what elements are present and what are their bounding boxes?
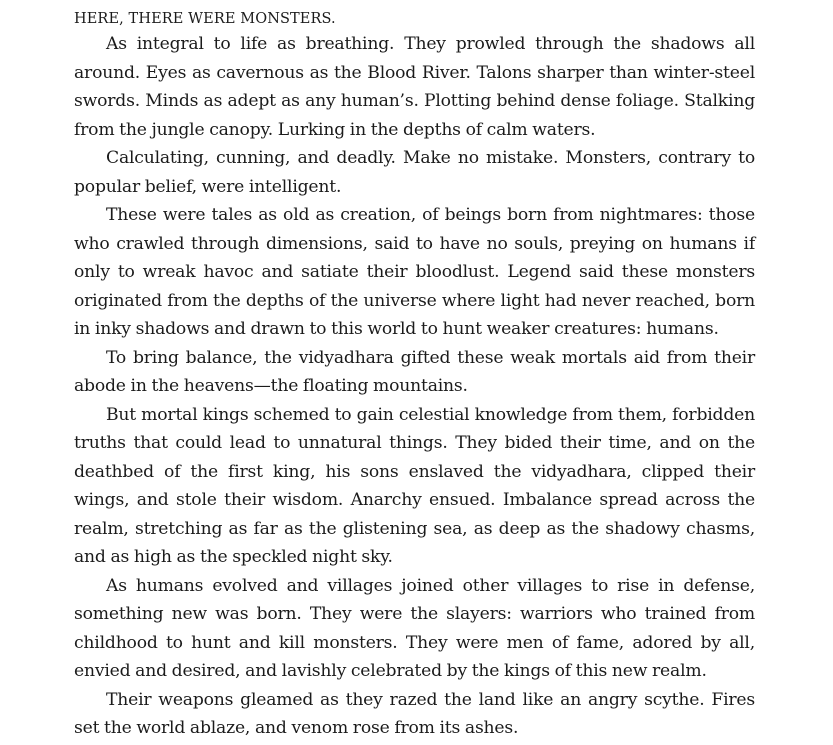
- paragraph: To bring balance, the vidyadhara gifted these weak mortals aid from their abode in the heavens—the floating mountains.: [74, 347, 755, 396]
- paragraph: These were tales as old as creation, of beings born from nightmares: those who crawled through dimensions, said to have no souls, preying on humans if only to wreak havoc and satiate their bloodlust. Legend said these monsters originated from the depths of the universe where light had never reached, born in inky shadows and drawn to this world to hunt weaker creatures: humans.: [74, 205, 755, 339]
- paragraph: But mortal kings schemed to gain celestial knowledge from them, forbidden truths that could lead to unnatural things. They bided their time, and on the deathbed of the first king, his sons enslaved the vidyadhara, clipped their wings, and stole their wisdom. Anarchy ensued. Imbalance spread across the realm, stretching as far as the glistening sea, as deep as the shadowy chasms, and as high as the speckled night sky.: [74, 404, 755, 567]
- chapter-opening-heading: HERE, THERE WERE MONSTERS.: [74, 11, 336, 27]
- paragraph: As integral to life as breathing. They prowled through the shadows all around. Eyes as cavernous as the Blood River. Talons sharper than winter-steel swords. Minds as adept as any human’s. Plotting behind dense foliage. Stalking from the jungle canopy. Lurking in the depths of calm waters.: [74, 34, 755, 140]
- book-page: [74, 8, 755, 743]
- paragraph: As humans evolved and villages joined other villages to rise in defense, something new was born. They were the slayers: warriors who trained from childhood to hunt and kill monsters. They were men of fame, adored by all, envied and desired, and lavishly celebrated by the kings of this new realm.: [74, 575, 755, 681]
- paragraph: Their weapons gleamed as they razed the land like an angry scythe. Fires set the world ablaze, and venom rose from its ashes.: [74, 689, 755, 738]
- paragraph: Calculating, cunning, and deadly. Make no mistake. Monsters, contrary to popular belief, were intelligent.: [74, 148, 755, 197]
